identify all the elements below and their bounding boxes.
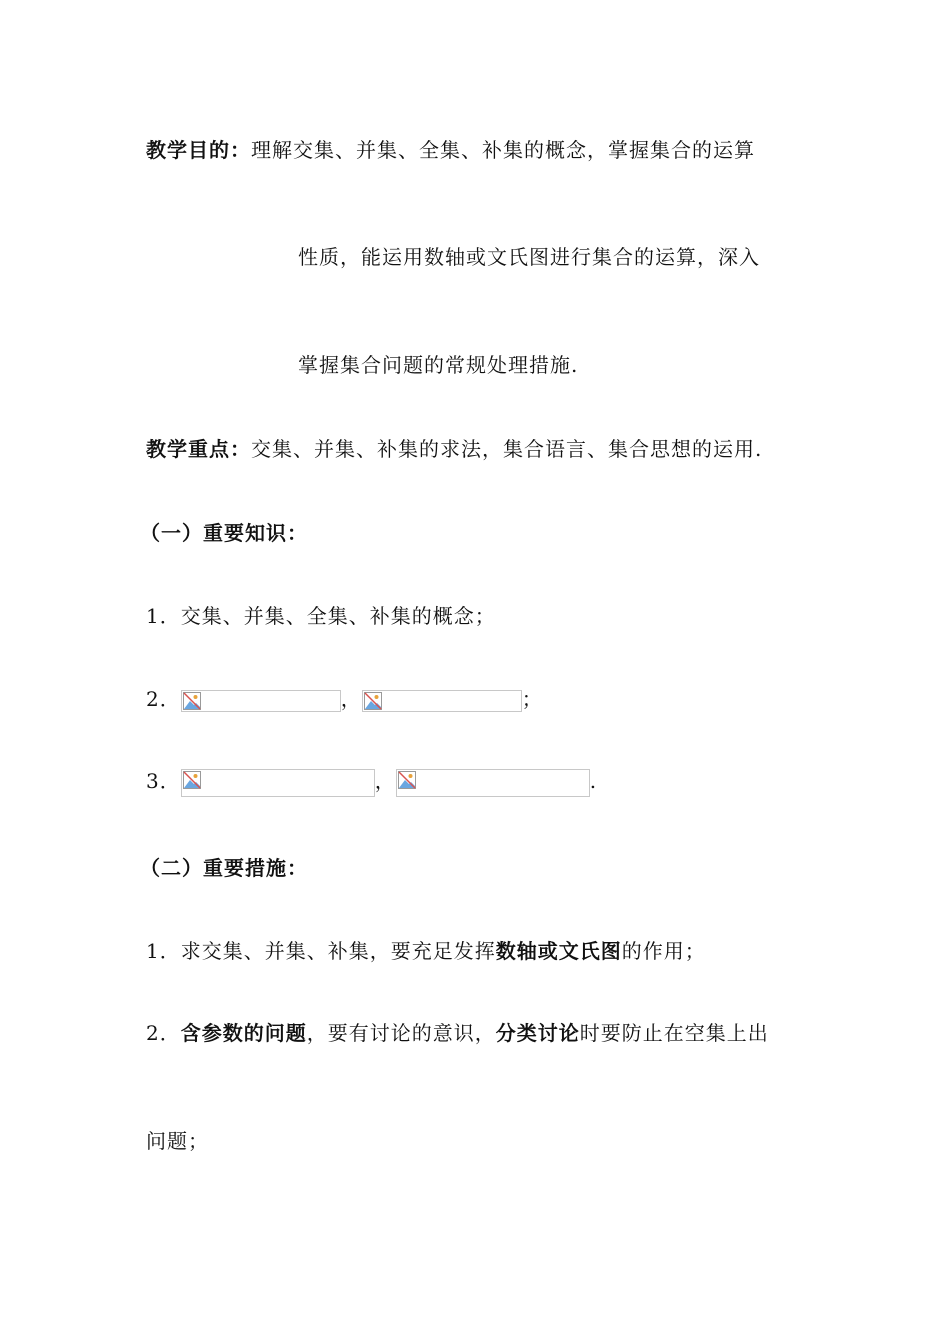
section1-heading: （一）重要知识： xyxy=(140,521,308,545)
formula-image-intersection-placeholder xyxy=(362,690,522,712)
separator: ， xyxy=(374,769,396,793)
item-number: 3． xyxy=(146,769,181,793)
item-number: 1． xyxy=(146,604,181,628)
item-text: 的作用； xyxy=(621,939,706,963)
broken-image-icon xyxy=(183,771,201,789)
item-number: 2． xyxy=(146,1021,181,1045)
section1-item-1 xyxy=(146,603,496,629)
broken-image-icon xyxy=(398,771,416,789)
objective-line-2: 性质，能运用数轴或文氏图进行集合的运算，深入 xyxy=(298,245,760,269)
focus-label: 教学重点： xyxy=(146,437,251,461)
section1-item-2 xyxy=(146,686,543,712)
formula-image-complement-2-placeholder xyxy=(396,769,590,797)
broken-image-icon xyxy=(364,692,382,710)
separator: ， xyxy=(340,687,362,711)
item-number: 2． xyxy=(146,687,181,711)
item-text: 时要防止在空集上出 xyxy=(579,1021,769,1045)
item-text: ，要有讨论的意识， xyxy=(306,1021,496,1045)
item-end: . xyxy=(589,769,598,793)
broken-image-icon xyxy=(183,692,201,710)
focus-text: 交集、并集、补集的求法，集合语言、集合思想的运用. xyxy=(251,437,763,461)
item-number: 1． xyxy=(146,939,181,963)
objective-line-3: 掌握集合问题的常规处理措施. xyxy=(298,353,579,377)
section1-item-3 xyxy=(146,768,597,797)
focus-line xyxy=(146,436,762,462)
objective-line-1 xyxy=(146,137,755,163)
item-end: ； xyxy=(521,687,543,711)
item-text: 求交集、并集、补集，要充足发挥 xyxy=(180,939,496,963)
item-text: 交集、并集、全集、补集的概念； xyxy=(180,604,496,628)
section2-item-2-continuation: 问题； xyxy=(146,1129,209,1153)
formula-image-union-placeholder xyxy=(181,690,341,712)
objective-label: 教学目的： xyxy=(146,138,251,162)
item-emphasis: 含参数的问题 xyxy=(180,1021,307,1045)
item-emphasis: 分类讨论 xyxy=(495,1021,580,1045)
section2-item-2 xyxy=(146,1020,769,1046)
section2-item-1 xyxy=(146,938,706,964)
section2-heading: （二）重要措施： xyxy=(140,856,308,880)
objective-text-1: 理解交集、并集、全集、补集的概念，掌握集合的运算 xyxy=(251,138,755,162)
formula-image-complement-placeholder xyxy=(181,769,375,797)
item-emphasis: 数轴或文氏图 xyxy=(495,939,622,963)
